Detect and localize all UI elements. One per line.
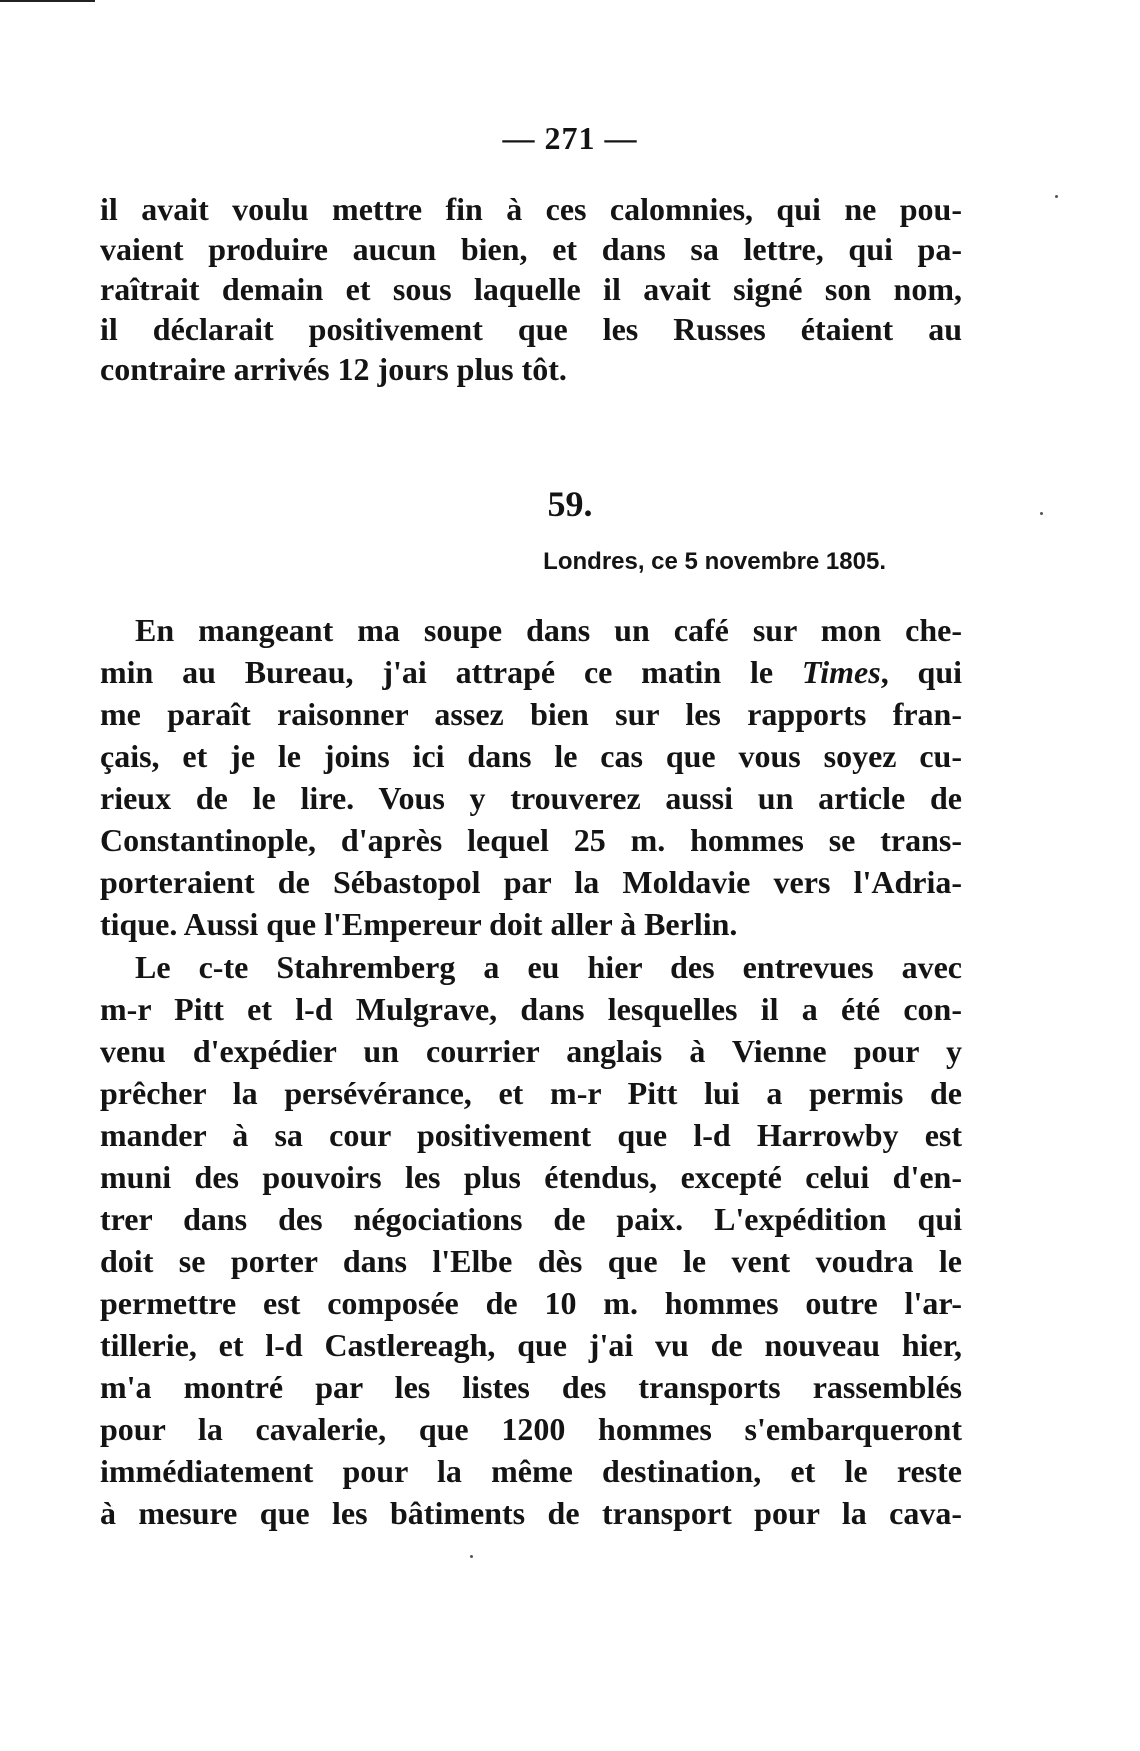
text-line: doit se porter dans l'Elbe dès que le vent voudra le [100,1243,962,1279]
text-line: tillerie, et l-d Castlereagh, que j'ai vu de nouveau hier, [100,1327,962,1363]
text-line: Le c-te Stahremberg a eu hier des entrevues avec [135,949,962,985]
text-line: à mesure que les bâtiments de transport pour la cava- [100,1495,962,1531]
page-number: — 271 — [502,120,638,156]
text-line: mander à sa cour positivement que l-d Harrowby est [100,1117,962,1153]
scan-edge-rule [0,0,95,2]
scan-speck [470,1555,473,1558]
text-line: m-r Pitt et l-d Mulgrave, dans lesquelles il a été con- [100,991,962,1027]
text-line: il déclarait positivement que les Russes étaient au [100,311,962,347]
newspaper-title: Times [801,654,881,690]
text-line: Constantinople, d'après lequel 25 m. hommes se trans- [100,822,962,858]
text-line: pour la cavalerie, que 1200 hommes s'embarqueront [100,1411,962,1447]
text-line: En mangeant ma soupe dans un café sur mon che- [135,612,962,648]
text-line: me paraît raisonner assez bien sur les rapports fran- [100,696,962,732]
text-line: rieux de le lire. Vous y trouverez aussi un article de [100,780,962,816]
text-line: permettre est composée de 10 m. hommes outre l'ar- [100,1285,962,1321]
scan-speck [1055,195,1058,198]
text-line: porteraient de Sébastopol par la Moldavie vers l'Adria- [100,864,962,900]
text-line: çais, et je le joins ici dans le cas que vous soyez cu- [100,738,962,774]
text-line: raîtrait demain et sous laquelle il avait signé son nom, [100,271,962,307]
text-line: vaient produire aucun bien, et dans sa lettre, qui pa- [100,231,962,267]
text-line: muni des pouvoirs les plus étendus, excepté celui d'en- [100,1159,962,1195]
text-line: immédiatement pour la même destination, et le reste [100,1453,962,1489]
text-line: venu d'expédier un courrier anglais à Vienne pour y [100,1033,962,1069]
text-line: il avait voulu mettre fin à ces calomnies, qui ne pou- [100,191,962,227]
text-line: min au Bureau, j'ai attrapé ce matin le Times, qui [100,654,963,690]
scan-speck [1040,512,1043,515]
text-line: prêcher la persévérance, et m-r Pitt lui a permis de [100,1075,962,1111]
letter-dateline: Londres, ce 5 novembre 1805. [543,548,886,575]
text-line: trer dans des négociations de paix. L'expédition qui [100,1201,962,1237]
text-line: contraire arrivés 12 jours plus tôt. [100,351,567,387]
text-line: tique. Aussi que l'Empereur doit aller à Berlin. [100,906,738,942]
text-line: m'a montré par les listes des transports rassemblés [100,1369,962,1405]
letter-number: 59. [547,484,593,524]
